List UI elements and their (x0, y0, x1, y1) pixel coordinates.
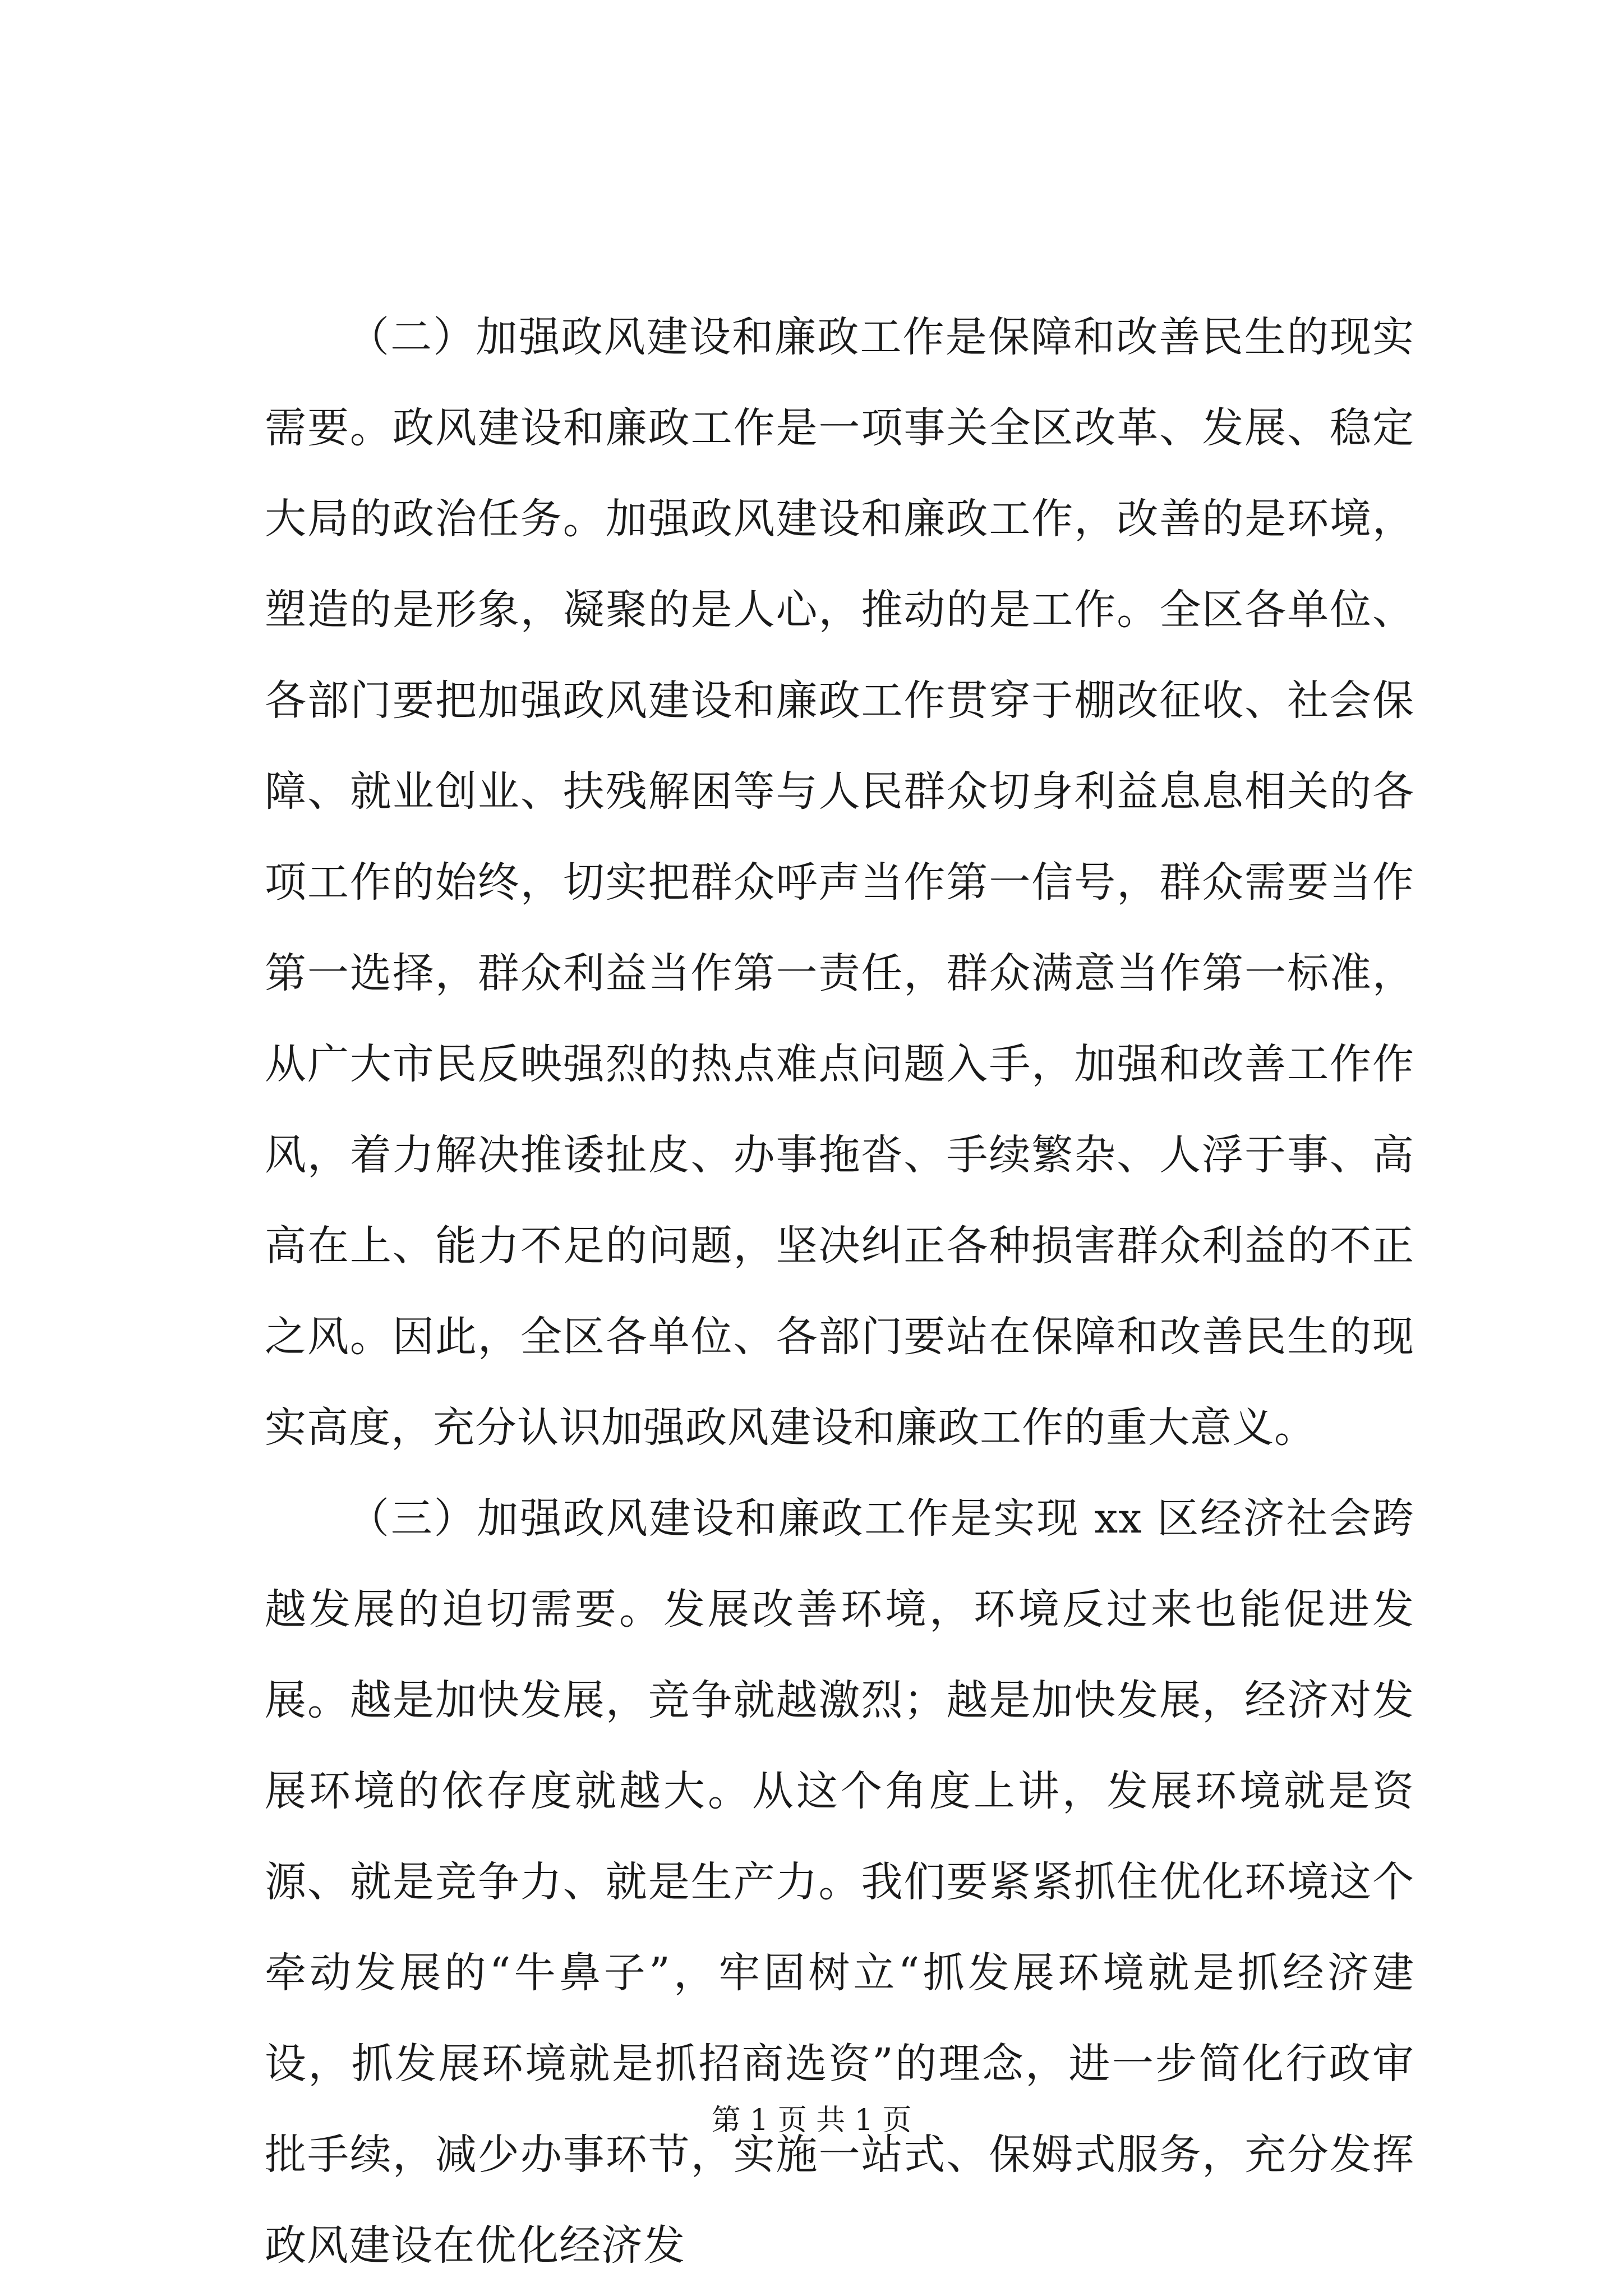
document-body (265, 292, 1414, 2291)
paragraph-section-two: （二）加强政风建设和廉政工作是保障和改善民生的现实需要。政风建设和廉政工作是一项事关全区改革、发展、稳定大局的政治任务。加强政风建设和廉政工作，改善的是环境，塑造的是形象，凝聚的是人心，推动的是工作。全区各单位、各部门要把加强政风建设和廉政工作贯穿于棚改征收、社会保障、就业创业、扶残解困等与人民群众切身利益息息相关的各项工作的始终，切实把群众呼声当作第一信号，群众需要当作第一选择，群众利益当作第一责任，群众满意当作第一标准，从广大市民反映强烈的热点难点问题入手，加强和改善工作作风，着力解决推诿扯皮、办事拖沓、手续繁杂、人浮于事、高高在上、能力不足的问题，坚决纠正各种损害群众利益的不正之风。因此，全区各单位、各部门要站在保障和改善民生的现实高度，充分认识加强政风建设和廉政工作的重大意义。 (265, 313, 1414, 1452)
page-footer: 第 1 页 共 1 页 (711, 2104, 912, 2137)
paragraph-section-three: （三）加强政风建设和廉政工作是实现 xx 区经济社会跨越发展的迫切需要。发展改善环境，环境反过来也能促进发展。越是加快发展，竞争就越激烈；越是加快发展，经济对发展环境的依存度就越大。从这个角度上讲，发展环境就是资源、就是竞争力、就是生产力。我们要紧紧抓住优化环境这个牵动发展的“牛鼻子”，牢固树立“抓发展环境就是抓经济建设，抓发展环境就是抓招商选资”的理念，进一步简化行政审批手续，减少办事环节，实施一站式、保姆式服务，充分发挥政风建设在优化经济发 (265, 1494, 1414, 2270)
